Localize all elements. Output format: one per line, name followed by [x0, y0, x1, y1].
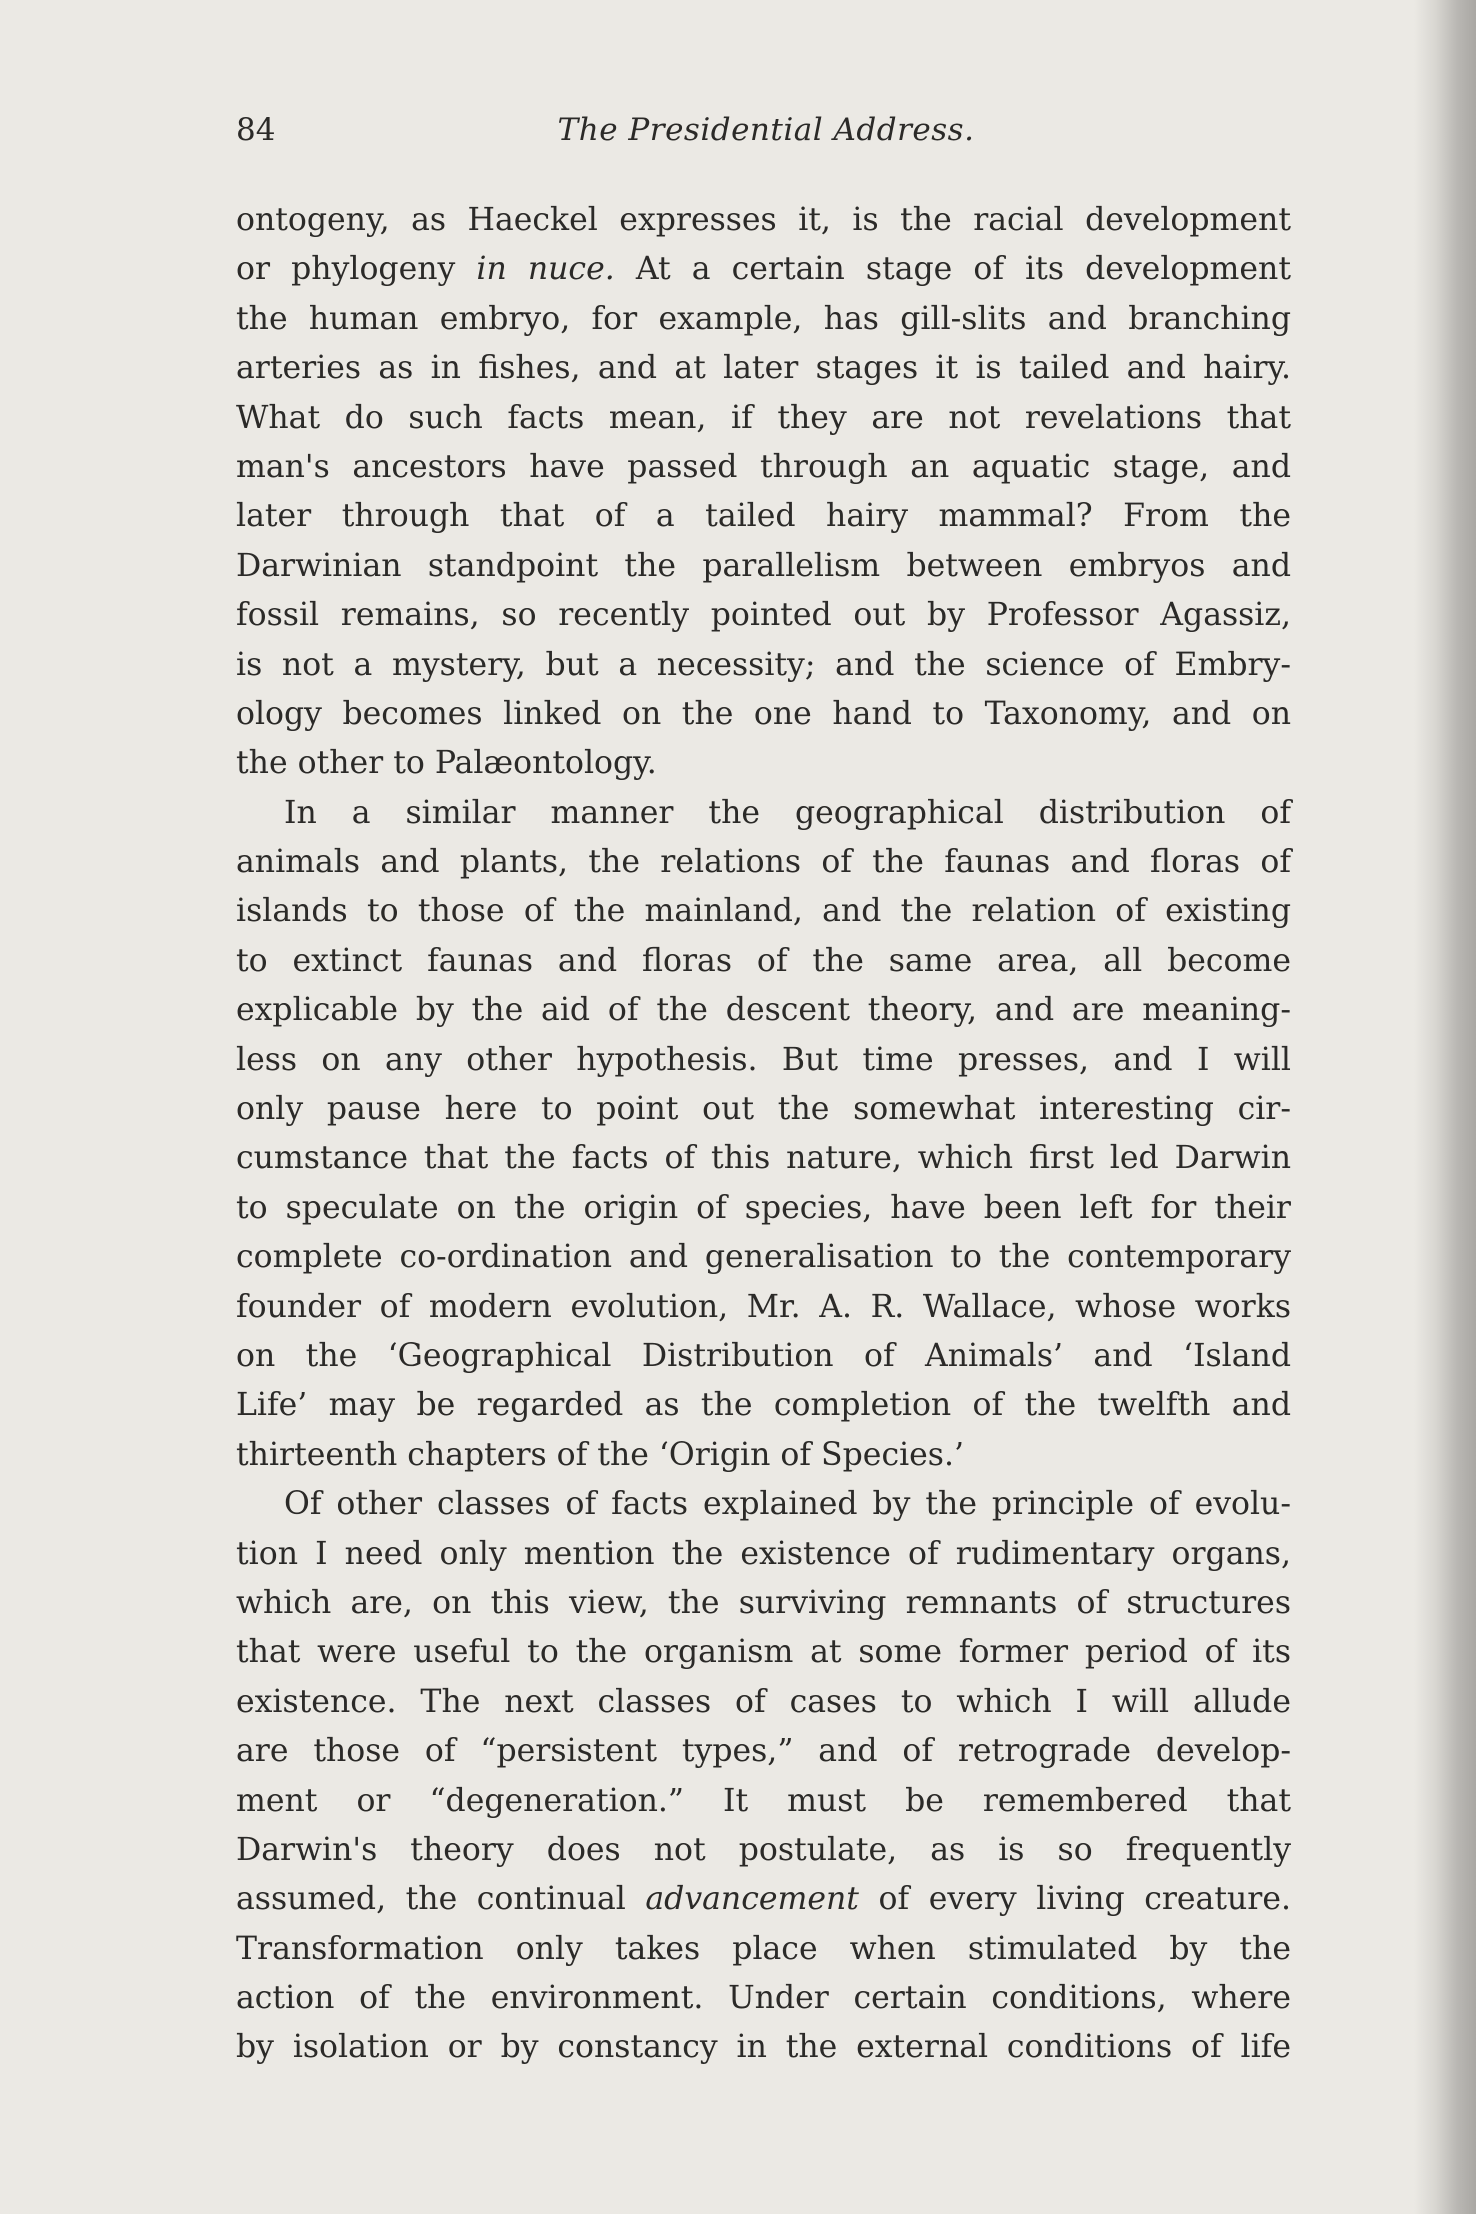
- text-segment: ment or “degeneration.” It must be remembered that: [236, 1782, 1291, 1819]
- text-line: [236, 887, 1291, 936]
- text-segment: Transformation only takes place when stimulated by the: [236, 1930, 1291, 1967]
- text-line: [236, 789, 1291, 838]
- text-segment: Darwinian standpoint the parallelism between embryos and: [236, 547, 1291, 584]
- text-segment: is not a mystery, but a necessity; and the science of Embry-: [236, 646, 1291, 683]
- binding-shadow: [1414, 0, 1476, 2214]
- text-segment: action of the environment. Under certain conditions, where: [236, 1980, 1291, 2017]
- text-line: [236, 1381, 1291, 1430]
- text-segment: complete co-ordination and generalisation to the contemporary: [236, 1239, 1291, 1276]
- text-line: [236, 1678, 1291, 1727]
- text-segment: are those of “persistent types,” and of retrograde develop-: [236, 1733, 1291, 1770]
- text-line: [236, 542, 1291, 591]
- text-segment: assumed, the continual: [236, 1881, 646, 1918]
- text-line: [236, 1184, 1291, 1233]
- text-line: [236, 739, 1291, 788]
- text-segment: fossil remains, so recently pointed out by Professor Agassiz,: [236, 597, 1291, 634]
- text-line: [236, 1233, 1291, 1282]
- text-segment: by isolation or by constancy in the external conditions of life: [236, 2029, 1291, 2066]
- text-line: [236, 937, 1291, 986]
- text-line: [236, 1875, 1291, 1924]
- text-segment: the human embryo, for example, has gill-slits and branching: [236, 300, 1291, 337]
- text-line: [236, 1727, 1291, 1776]
- text-line: [236, 295, 1291, 344]
- page-number: 84: [236, 112, 276, 148]
- text-line: [236, 986, 1291, 1035]
- text-segment: Life’ may be regarded as the completion of the twelfth and: [236, 1387, 1291, 1424]
- text-segment: that were useful to the organism at some former period of its: [236, 1634, 1291, 1671]
- text-line: [236, 245, 1291, 294]
- text-segment: cumstance that the facts of this nature, which first led Darwin: [236, 1140, 1291, 1177]
- text-segment: of every living creature.: [858, 1881, 1291, 1918]
- text-segment: existence. The next classes of cases to which I will allude: [236, 1683, 1291, 1720]
- text-segment: founder of modern evolution, Mr. A. R. Wallace, whose works: [236, 1288, 1291, 1325]
- text-segment: on the ‘Geographical Distribution of Animals’ and ‘Island: [236, 1337, 1291, 1374]
- text-line: [236, 394, 1291, 443]
- text-segment: tion I need only mention the existence of rudimentary organs,: [236, 1535, 1291, 1572]
- text-line: [236, 1332, 1291, 1381]
- text-segment: Of other classes of facts explained by the principle of evolu-: [284, 1486, 1291, 1523]
- text-segment: arteries as in fishes, and at later stages it is tailed and hairy.: [236, 350, 1291, 387]
- text-segment: which are, on this view, the surviving remnants of structures: [236, 1584, 1291, 1621]
- text-segment: islands to those of the mainland, and the relation of existing: [236, 893, 1291, 930]
- text-line: [236, 492, 1291, 541]
- text-segment: thirteenth chapters of the ‘Origin of Species.’: [236, 1436, 964, 1473]
- text-segment: explicable by the aid of the descent theory, and are meaning-: [236, 992, 1291, 1029]
- text-line: [236, 1085, 1291, 1134]
- text-line: [236, 1431, 1291, 1480]
- text-segment: In a similar manner the geographical distribution of: [284, 794, 1291, 831]
- text-segment: animals and plants, the relations of the faunas and floras of: [236, 844, 1291, 881]
- text-segment: the other to Palæontology.: [236, 745, 657, 782]
- text-segment: to speculate on the origin of species, have been left for their: [236, 1189, 1291, 1226]
- text-line: [236, 196, 1291, 245]
- text-line: [236, 838, 1291, 887]
- text-segment: Darwin's theory does not postulate, as is so frequently: [236, 1831, 1291, 1868]
- text-segment: only pause here to point out the somewhat interesting cir-: [236, 1091, 1291, 1128]
- text-line: [236, 690, 1291, 739]
- italic-text: in nuce.: [476, 251, 615, 288]
- text-segment: ology becomes linked on the one hand to Taxonomy, and on: [236, 695, 1291, 732]
- text-line: [236, 1530, 1291, 1579]
- text-line: [236, 1628, 1291, 1677]
- text-segment: man's ancestors have passed through an aquatic stage, and: [236, 448, 1291, 485]
- text-line: [236, 443, 1291, 492]
- text-line: [236, 1974, 1291, 2023]
- text-line: [236, 344, 1291, 393]
- text-line: [236, 1134, 1291, 1183]
- text-line: [236, 1826, 1291, 1875]
- text-segment: or phylogeny: [236, 251, 477, 288]
- text-line: [236, 1036, 1291, 1085]
- running-title: The Presidential Address.: [557, 112, 975, 148]
- body-text: [236, 196, 1291, 2073]
- text-segment: less on any other hypothesis. But time presses, and I will: [236, 1041, 1291, 1078]
- text-segment: later through that of a tailed hairy mammal? From the: [236, 498, 1291, 535]
- text-line: [236, 1579, 1291, 1628]
- text-line: [236, 591, 1291, 640]
- text-line: [236, 1480, 1291, 1529]
- text-segment: to extinct faunas and floras of the same area, all become: [236, 942, 1291, 979]
- text-line: [236, 1777, 1291, 1826]
- text-segment: At a certain stage of its development: [614, 251, 1291, 288]
- text-segment: ontogeny, as Haeckel expresses it, is the racial development: [236, 202, 1291, 238]
- text-line: [236, 2023, 1291, 2072]
- text-line: [236, 641, 1291, 690]
- text-line: [236, 1925, 1291, 1974]
- italic-text: advancement: [645, 1881, 859, 1918]
- text-segment: What do such facts mean, if they are not revelations that: [236, 399, 1291, 436]
- text-line: [236, 1283, 1291, 1332]
- page-header: [236, 108, 1296, 152]
